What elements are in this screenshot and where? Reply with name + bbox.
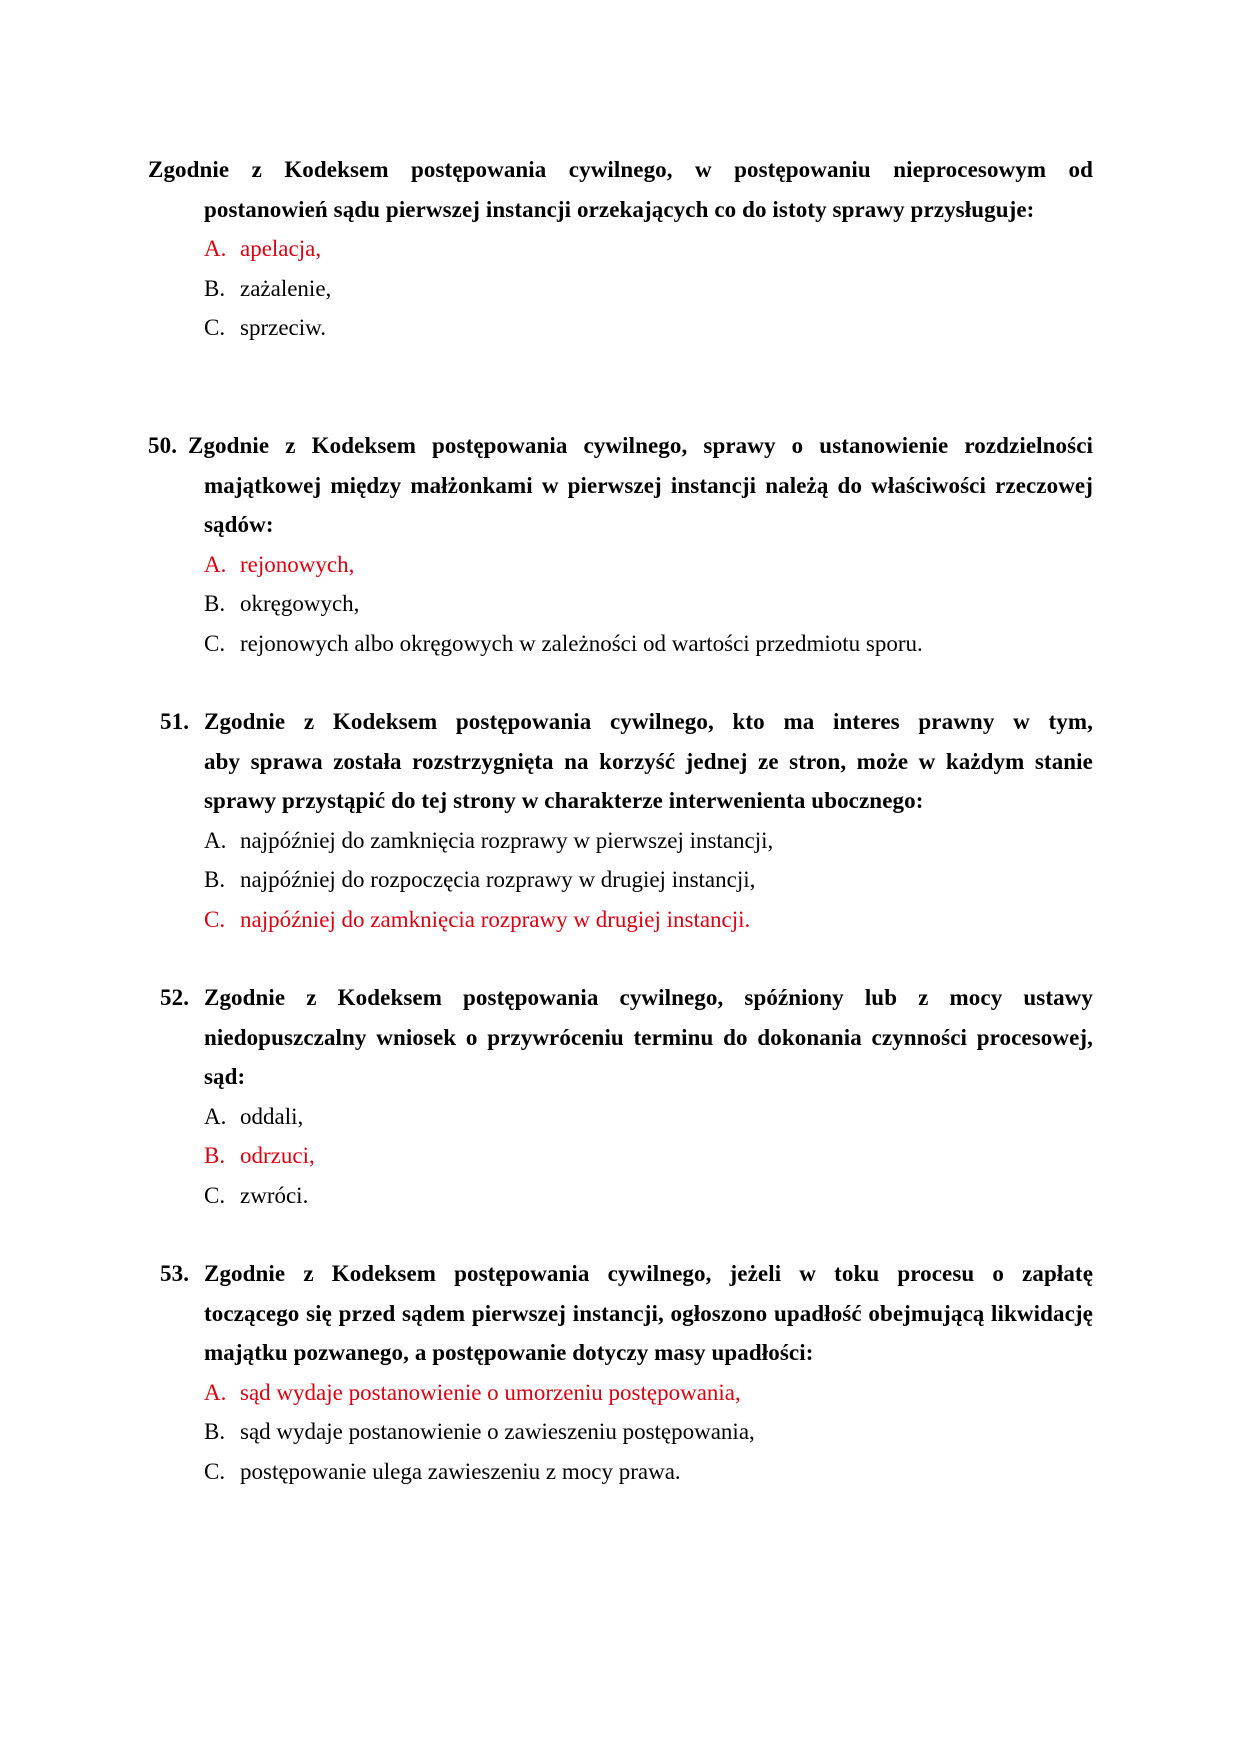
answer-option — [148, 860, 1093, 900]
answer-options — [148, 1373, 1093, 1492]
option-letter: A. — [204, 1379, 227, 1405]
option-letter: A. — [204, 236, 227, 261]
answer-option — [148, 269, 1093, 309]
option-letter: B. — [204, 867, 226, 892]
question-number: 53. — [160, 1261, 190, 1286]
question-item — [148, 150, 1093, 348]
answer-options — [148, 545, 1093, 664]
answer-option-correct — [148, 229, 1093, 269]
option-text: apelacja, — [240, 236, 322, 261]
option-letter: A. — [204, 551, 227, 577]
option-letter: C. — [204, 906, 226, 932]
option-text: oddali, — [240, 1103, 304, 1129]
option-letter: C. — [204, 315, 226, 340]
question-text-first-line: Zgodnie z Kodeksem postępowania cywilnego, spóźniony lub z mocy ustawy — [204, 985, 1093, 1010]
option-letter: B. — [204, 591, 226, 616]
option-text: rejonowych albo okręgowych w zależności od wartości przedmiotu sporu. — [240, 630, 923, 656]
question-stem — [148, 978, 1093, 1097]
answer-option — [148, 821, 1093, 861]
question-text-continuation: majątkowej między małżonkami w pierwszej instancji należą do właściwości rzeczowej sądów: — [204, 472, 1093, 537]
option-text: postępowanie ulega zawieszeniu z mocy prawa. — [240, 1458, 681, 1484]
option-text: najpóźniej do zamknięcia rozprawy w pierwszej instancji, — [240, 827, 774, 853]
option-letter: C. — [204, 1458, 226, 1484]
question-item — [148, 1254, 1093, 1491]
option-letter: A. — [204, 1103, 227, 1129]
question-text-continuation: postanowień sądu pierwszej instancji orzekających co do istoty sprawy przysługuje: — [204, 196, 1035, 222]
option-letter: C. — [204, 630, 226, 656]
answer-option — [148, 1176, 1093, 1216]
option-letter: B. — [204, 1419, 226, 1444]
question-stem — [148, 702, 1093, 821]
option-text: sprzeciw. — [240, 315, 326, 340]
question-number: 50. — [148, 433, 178, 458]
option-text: odrzuci, — [240, 1143, 315, 1168]
answer-option-correct — [148, 900, 1093, 940]
answer-option — [148, 584, 1093, 624]
answer-option — [148, 1412, 1093, 1452]
question-item — [148, 702, 1093, 939]
answer-option — [148, 1097, 1093, 1137]
option-text: okręgowych, — [240, 591, 360, 616]
question-number: 52. — [160, 985, 190, 1010]
option-text: sąd wydaje postanowienie o zawieszeniu postępowania, — [240, 1419, 755, 1444]
answer-option — [148, 308, 1093, 348]
question-text-continuation: aby sprawa została rozstrzygnięta na korzyść jednej ze stron, może w każdym stanie sprawy przystąpić do tej strony w charakterze interwenienta ubocznego: — [204, 748, 1093, 813]
option-text: najpóźniej do rozpoczęcia rozprawy w drugiej instancji, — [240, 867, 756, 892]
answer-option — [148, 624, 1093, 664]
question-text-first-line: Zgodnie z Kodeksem postępowania cywilnego, sprawy o ustanowienie rozdzielności — [188, 433, 1093, 458]
answer-options — [148, 229, 1093, 348]
option-letter: B. — [204, 275, 226, 301]
question-text-continuation: toczącego się przed sądem pierwszej instancji, ogłoszono upadłość obejmującą likwidację majątku pozwanego, a postępowanie dotyczy masy upadłości: — [204, 1300, 1093, 1365]
option-letter: C. — [204, 1182, 226, 1208]
answer-options — [148, 1097, 1093, 1216]
answer-option-correct — [148, 545, 1093, 585]
question-text-first-line: Zgodnie z Kodeksem postępowania cywilnego, kto ma interes prawny w tym, — [204, 709, 1093, 734]
question-item — [148, 978, 1093, 1215]
question-stem — [148, 1254, 1093, 1373]
question-text-first-line: Zgodnie z Kodeksem postępowania cywilnego, w postępowaniu nieprocesowym od — [148, 157, 1093, 182]
answer-option — [148, 1452, 1093, 1492]
answer-option-correct — [148, 1373, 1093, 1413]
option-text: zażalenie, — [240, 275, 332, 301]
question-stem — [148, 150, 1093, 229]
option-text: rejonowych, — [240, 551, 355, 577]
question-text-continuation: niedopuszczalny wniosek o przywróceniu terminu do dokonania czynności procesowej, sąd: — [204, 1024, 1093, 1089]
question-text-first-line: Zgodnie z Kodeksem postępowania cywilnego, jeżeli w toku procesu o zapłatę — [204, 1261, 1093, 1286]
option-text: najpóźniej do zamknięcia rozprawy w drugiej instancji. — [240, 906, 751, 932]
option-letter: B. — [204, 1143, 226, 1168]
answer-option-correct — [148, 1136, 1093, 1176]
answer-options — [148, 821, 1093, 940]
option-letter: A. — [204, 827, 227, 853]
question-number: 51. — [160, 709, 190, 734]
option-text: zwróci. — [240, 1182, 309, 1208]
option-text: sąd wydaje postanowienie o umorzeniu postępowania, — [240, 1379, 741, 1405]
question-stem — [148, 426, 1093, 545]
question-item — [148, 426, 1093, 663]
